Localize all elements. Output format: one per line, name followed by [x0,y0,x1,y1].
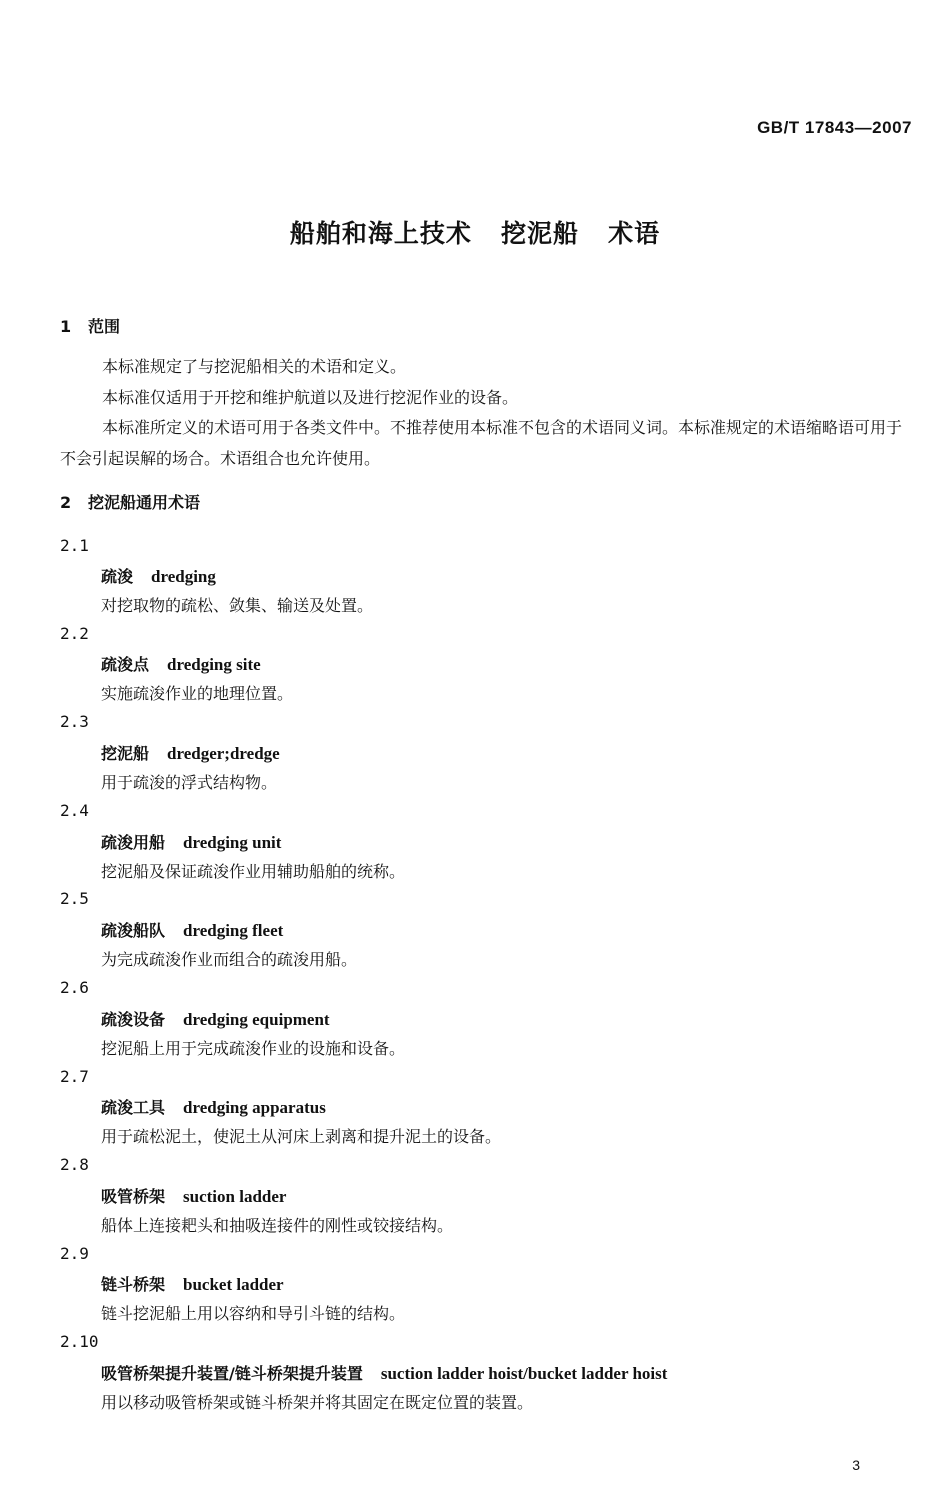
term-definition: 对挖取物的疏松、敛集、输送及处置。 [101,596,374,615]
term-name [101,1184,286,1207]
term-definition: 挖泥船上用于完成疏浚作业的设施和设备。 [101,1039,406,1058]
term-definition: 用于疏浚的浮式结构物。 [101,773,278,792]
term-definition: 用以移动吸管桥架或链斗桥架并将其固定在既定位置的装置。 [101,1393,534,1412]
scope-paragraph-3: 本标准所定义的术语可用于各类文件中。不推荐使用本标准不包含的术语同义词。本标准规定的术语缩略语可用于不会引起误解的场合。术语组合也允许使用。 [60,418,903,468]
term-name [101,830,281,853]
term-definition: 挖泥船及保证疏浚作业用辅助船舶的统称。 [101,862,406,881]
term-english: dredging [151,567,216,586]
document-title: 船舶和海上技术 挖泥船 术语 [289,219,661,248]
section-title: 范围 [88,317,121,336]
term-english: dredging site [167,655,261,674]
term-number: 2.4 [60,801,89,820]
term-name [101,1361,667,1384]
scope-paragraph-1: 本标准规定了与挖泥船相关的术语和定义。 [102,357,407,376]
term-definition: 船体上连接耙头和抽吸连接件的刚性或铰接结构。 [101,1216,454,1235]
term-chinese: 挖泥船 [101,744,150,763]
term-chinese: 链斗桥架 [101,1275,166,1294]
term-chinese: 疏浚 [101,567,134,586]
term-english: dredging equipment [183,1010,330,1029]
term-number: 2.2 [60,624,89,643]
term-number: 2.9 [60,1244,89,1263]
term-number: 2.6 [60,978,89,997]
term-number: 2.7 [60,1067,89,1086]
term-number: 2.3 [60,712,89,731]
term-name [101,918,283,941]
scope-paragraph-2: 本标准仅适用于开挖和维护航道以及进行挖泥作业的设备。 [102,388,519,407]
term-definition: 为完成疏浚作业而组合的疏浚用船。 [101,950,358,969]
standard-code: GB/T 17843—2007 [757,118,912,137]
term-english: dredging apparatus [183,1098,326,1117]
term-english: bucket ladder [183,1275,284,1294]
term-english: dredger;dredge [167,744,280,763]
page-number: 3 [852,1457,860,1473]
section-title: 挖泥船通用术语 [88,493,201,512]
term-chinese: 吸管桥架 [101,1187,166,1206]
term-chinese: 疏浚设备 [101,1010,166,1029]
term-name [101,1095,326,1118]
term-name [101,1007,330,1030]
term-name [101,1272,284,1295]
term-number: 2.1 [60,536,89,555]
term-chinese: 疏浚船队 [101,921,166,940]
term-english: dredging unit [183,833,282,852]
term-english: dredging fleet [183,921,284,940]
term-definition: 用于疏松泥土，使泥土从河床上剥离和提升泥土的设备。 [101,1127,502,1146]
term-number: 2.10 [60,1332,99,1351]
term-number: 2.5 [60,889,89,908]
term-english: suction ladder hoist/bucket ladder hoist [380,1364,668,1383]
section-number: 2 [60,493,72,512]
term-name [101,652,261,675]
section-number: 1 [60,317,72,336]
term-name [101,741,280,764]
term-chinese: 疏浚用船 [101,833,166,852]
term-english: suction ladder [183,1187,287,1206]
section-heading-general-terms [60,490,200,513]
term-chinese: 疏浚工具 [101,1098,166,1117]
term-definition: 实施疏浚作业的地理位置。 [101,684,294,703]
term-definition: 链斗挖泥船上用以容纳和导引斗链的结构。 [101,1304,406,1323]
term-chinese: 吸管桥架提升装置/链斗桥架提升装置 [101,1364,363,1383]
term-name [101,564,216,587]
term-chinese: 疏浚点 [101,655,150,674]
term-number: 2.8 [60,1155,89,1174]
section-heading-scope [60,314,120,337]
